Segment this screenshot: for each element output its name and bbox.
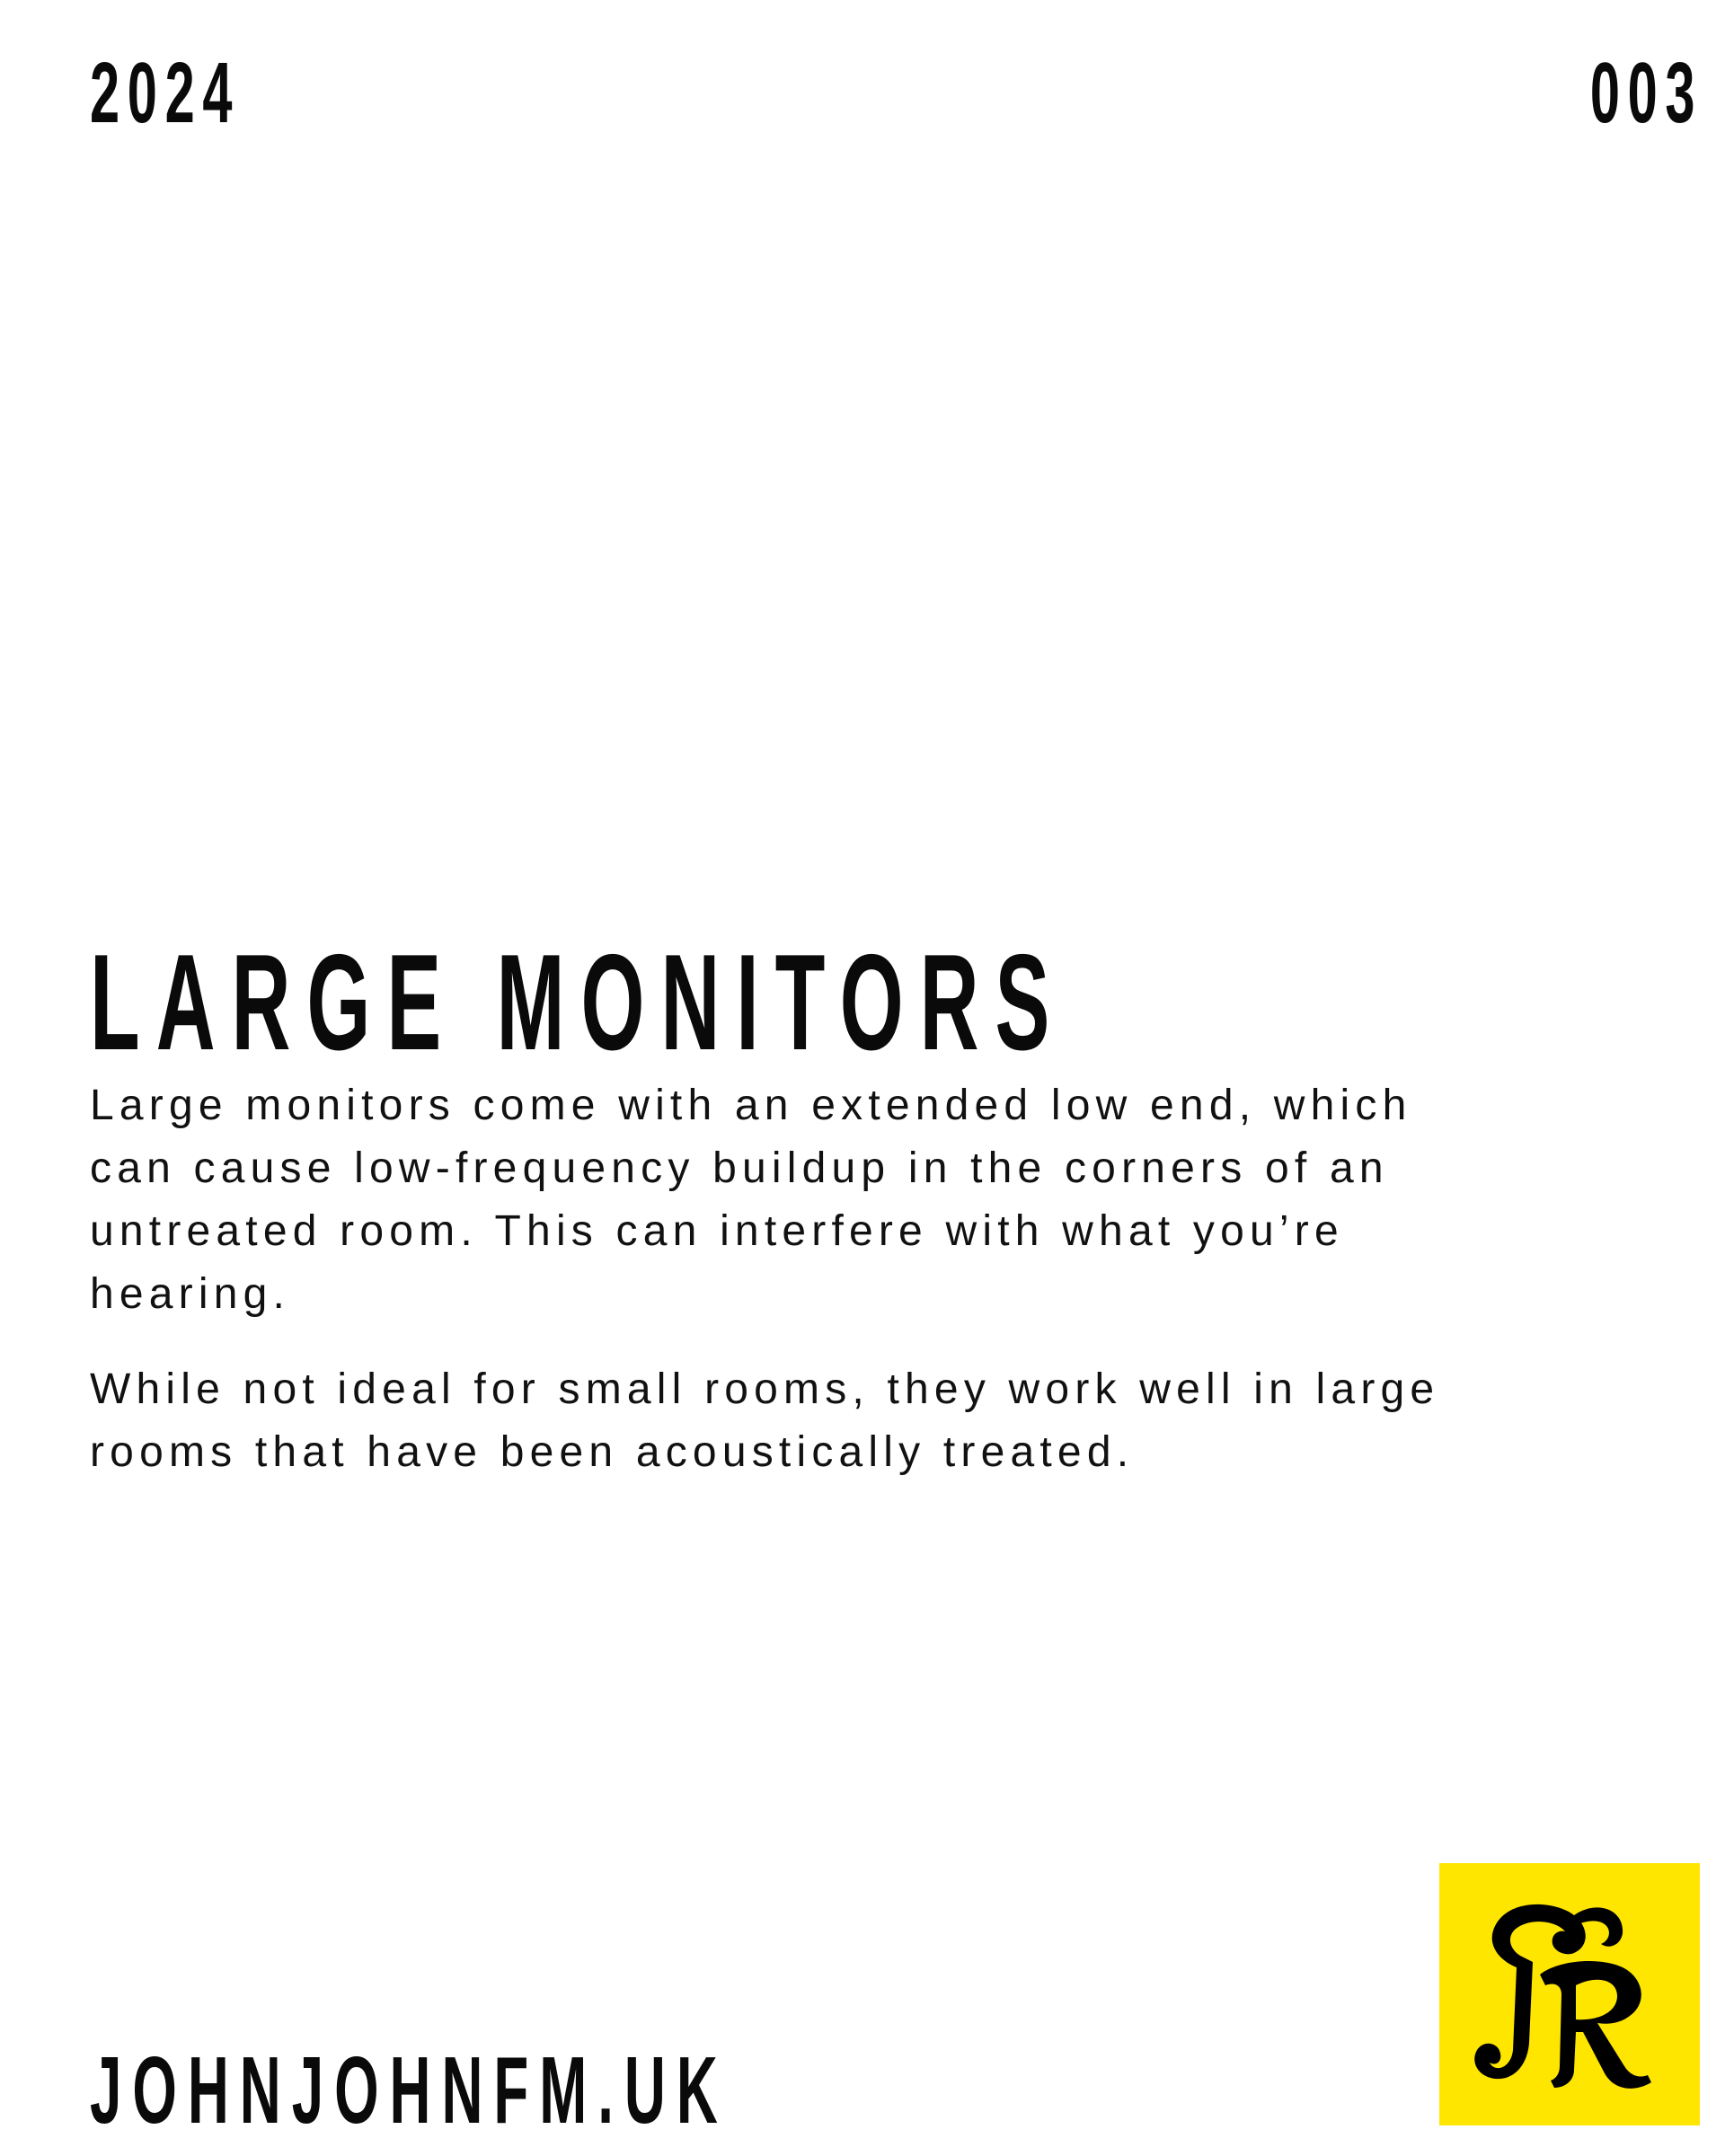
brand-logo <box>1439 1863 1700 2125</box>
blackletter-monogram-icon <box>1439 1863 1700 2125</box>
website-url: JOHNJOHNFM.UK <box>90 2037 729 2143</box>
body-paragraph-2: While not ideal for small rooms, they work well in large rooms that have been acoustically treated. <box>90 1365 1440 1476</box>
body-paragraph-1: Large monitors come with an extended low end, which can cause low-frequency buildup in the corners of an untreated room. This can interfere with what you’re hearing. <box>90 1082 1412 1318</box>
year-label: 2024 <box>90 45 241 141</box>
page-number: 003 <box>1589 45 1703 141</box>
page-title: LARGE MONITORS <box>90 926 1066 1079</box>
